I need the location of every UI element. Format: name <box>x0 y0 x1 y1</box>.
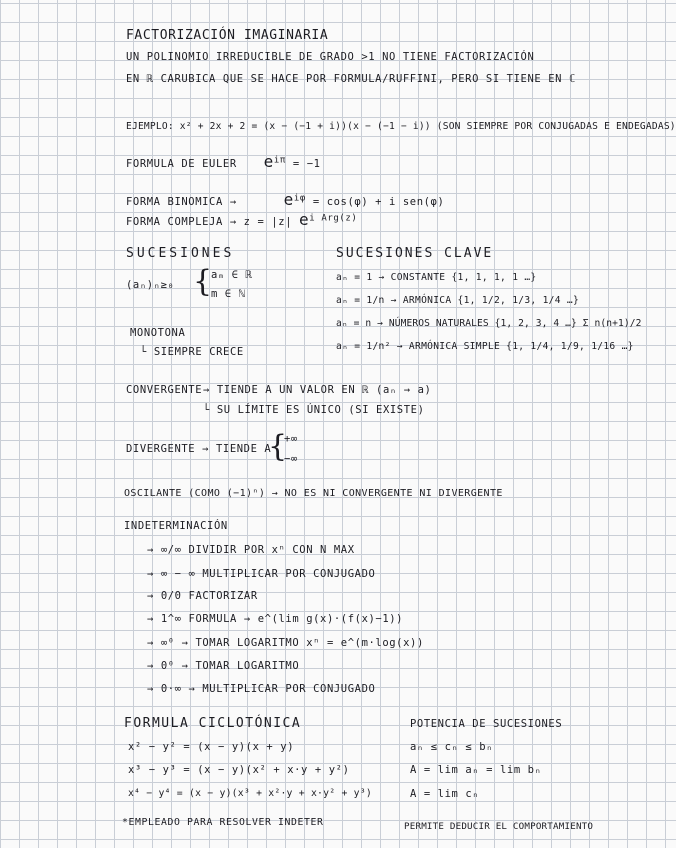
left-brace-icon: { <box>268 429 288 464</box>
complex-form <box>126 210 357 229</box>
siempre-crece: └ SIEMPRE CRECE <box>140 346 244 358</box>
indeterminacion-item: → ∞ − ∞ MULTIPLICAR POR CONJUGADO <box>147 568 376 580</box>
indeterminacion-item: → ∞/∞ DIVIDIR POR xⁿ CON N MAX <box>147 544 355 556</box>
ciclotonica-item: x³ − y³ = (x − y)(x² + x·y + y²) <box>128 764 350 776</box>
complex-exp: i Arg(z) <box>309 213 358 224</box>
euler-formula <box>126 152 321 171</box>
potencia-item: A = lim aₙ = lim bₙ <box>410 764 542 776</box>
page-title: FACTORIZACIÓN IMAGINARIA <box>126 28 329 43</box>
convergente-line-1: → TIENDE A UN VALOR EN ℝ (aₙ → a) <box>203 384 432 396</box>
footer-right: PERMITE DEDUCIR EL COMPORTAMIENTO <box>404 821 594 832</box>
indeterminacion-item: → 0⁰ → TOMAR LOGARITMO <box>147 660 300 672</box>
convergente-line-2: └ SU LÍMITE ES ÚNICO (SI EXISTE) <box>203 404 425 416</box>
euler-rest: = −1 <box>285 158 321 170</box>
sequence-option-2: m ∈ ℕ <box>211 288 246 300</box>
oscilante-line: OSCILANTE (COMO (−1)ⁿ) → NO ES NI CONVERGENTE NI DIVERGENTE <box>124 488 503 499</box>
potencia-title: POTENCIA DE SUCESIONES <box>410 718 563 730</box>
clave-item: aₙ = 1/n² → ARMÓNICA SIMPLE {1, 1/4, 1/9, 1/16 …} <box>336 341 634 352</box>
binomial-base: e <box>283 190 294 209</box>
potencia-item: aₙ ≤ cₙ ≤ bₙ <box>410 741 494 753</box>
clave-item: aₙ = n → NÚMEROS NATURALES {1, 2, 3, 4 …} Σ n(n+1)/2 <box>336 318 642 329</box>
indeterminacion-title: INDETERMINACIÓN <box>124 520 228 532</box>
footer-left: *EMPLEADO PARA RESOLVER INDETER <box>122 817 324 828</box>
binomial-rest: = cos(φ) + i sen(φ) <box>305 196 445 208</box>
euler-base: e <box>263 152 274 171</box>
binomial-label: FORMA BINOMICA → <box>126 196 237 208</box>
indeterminacion-item: → 1^∞ FORMULA → e^(lim g(x)·(f(x)−1)) <box>147 613 404 625</box>
monotona-label: MONOTONA <box>130 327 186 339</box>
binomial-exp: iφ <box>293 193 306 204</box>
binomial-form <box>126 190 444 209</box>
euler-exp: iπ <box>273 155 286 166</box>
ciclotonica-title: FORMULA CICLOTÓNICA <box>124 716 302 731</box>
left-brace-icon: { <box>193 264 213 299</box>
sucesiones-title: SUCESIONES <box>126 246 235 261</box>
potencia-item: A = lim cₙ <box>410 788 480 800</box>
intro-line-1: UN POLINOMIO IRREDUCIBLE DE GRADO >1 NO TIENE FACTORIZACIÓN <box>126 51 535 63</box>
indeterminacion-item: → 0·∞ → MULTIPLICAR POR CONJUGADO <box>147 683 376 695</box>
ciclotonica-item: x² − y² = (x − y)(x + y) <box>128 741 295 753</box>
ciclotonica-item: x⁴ − y⁴ = (x − y)(x³ + x²·y + x·y² + y³) <box>128 788 372 799</box>
convergente-label: CONVERGENTE <box>126 384 203 396</box>
example-line: EJEMPLO: x² + 2x + 2 = (x − (−1 + i))(x − (−1 − i)) (SON SIEMPRE POR CONJUGADAS E ENDEGADAS) <box>126 121 676 132</box>
divergente-option-1: +∞ <box>284 433 298 445</box>
sequence-option-1: aₘ ∈ ℝ <box>211 269 253 281</box>
clave-title: SUCESIONES CLAVE <box>336 246 494 261</box>
indeterminacion-item: → 0/0 FACTORIZAR <box>147 590 258 602</box>
sequence-notation: (aₙ)ₙ≥₀ <box>126 279 175 291</box>
indeterminacion-item: → ∞⁰ → TOMAR LOGARITMO xⁿ = e^(m·log(x)) <box>147 637 424 649</box>
clave-item: aₙ = 1/n → ARMÓNICA {1, 1/2, 1/3, 1/4 …} <box>336 295 580 306</box>
complex-base: e <box>299 210 310 229</box>
divergente-label: DIVERGENTE → TIENDE A <box>126 443 272 455</box>
divergente-option-2: −∞ <box>284 453 298 465</box>
clave-item: aₙ = 1 → CONSTANTE {1, 1, 1, 1 …} <box>336 272 537 283</box>
euler-label: FORMULA DE EULER <box>126 158 237 170</box>
complex-label: FORMA COMPLEJA → z = |z| <box>126 216 300 228</box>
intro-line-2: EN ℝ CARUBICA QUE SE HACE POR FORMULA/RUFFINI, PERO SI TIENE EN ℂ <box>126 73 576 85</box>
